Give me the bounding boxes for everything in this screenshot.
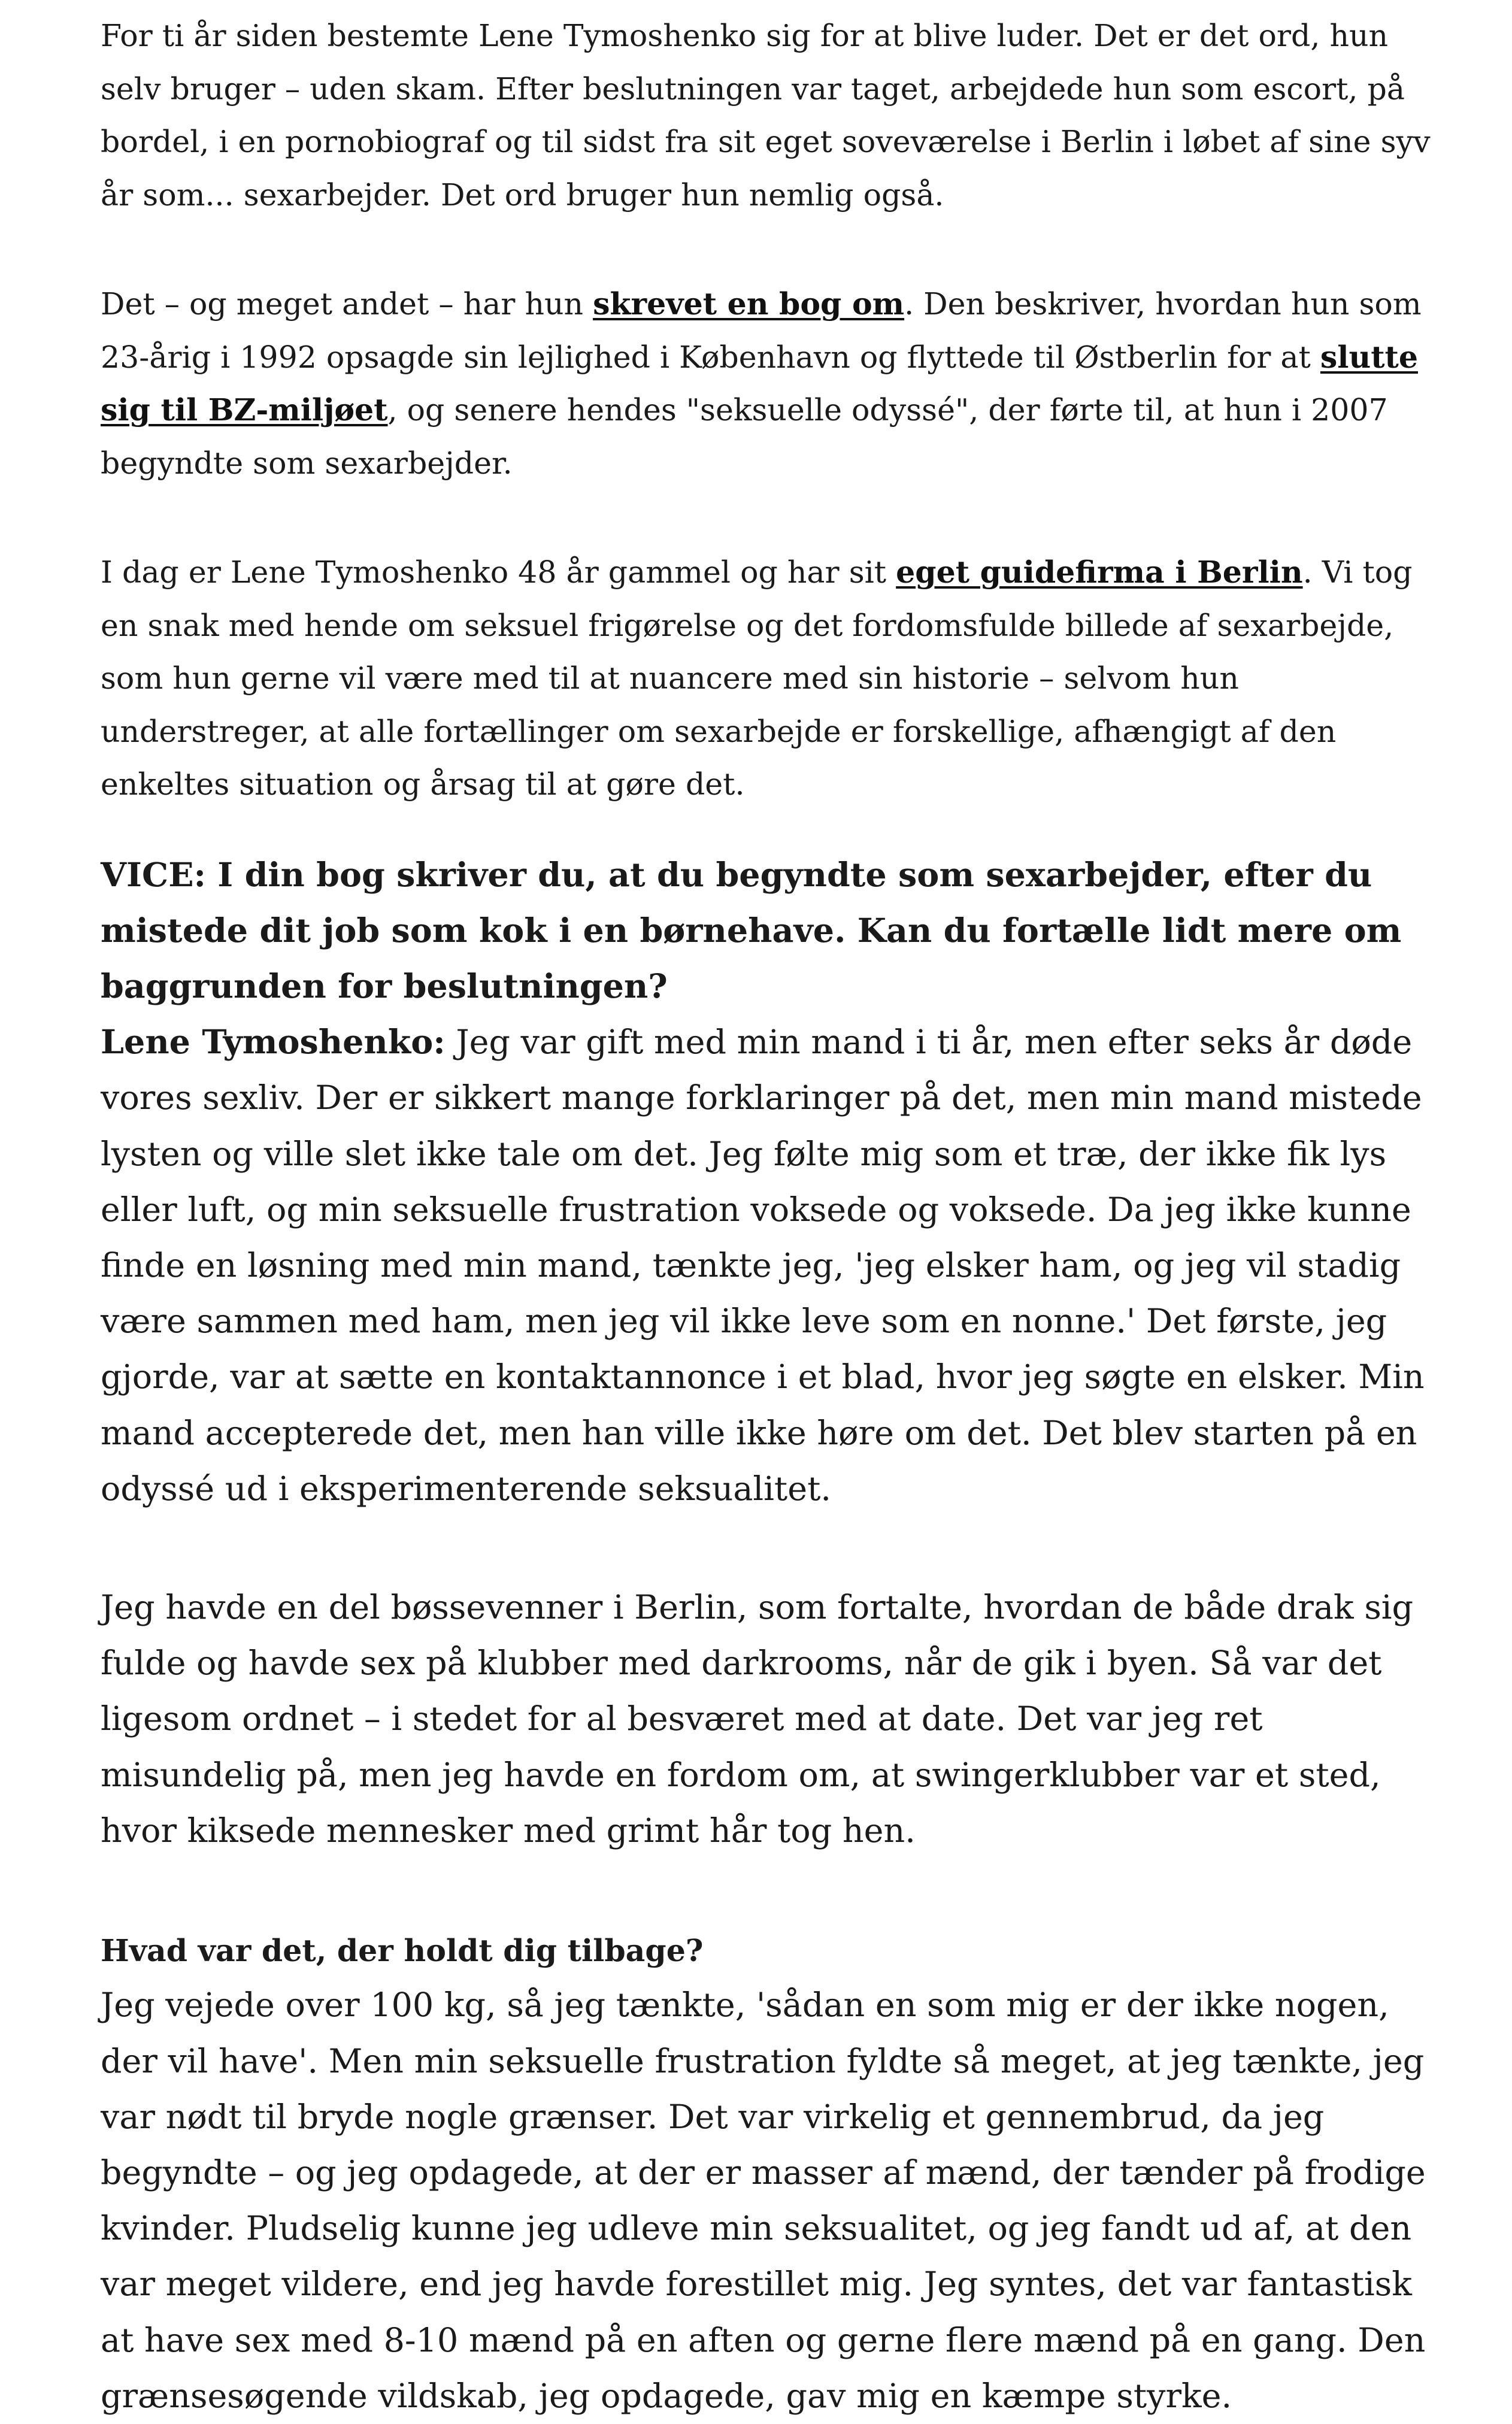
answer-paragraph: Jeg havde en del bøssevenner i Berlin, som fortalte, hvordan de både drak sig fulde og havde sex på klubber med darkrooms, når de gik i byen. Så var det ligesom ordnet – i stedet for al besværet med at date. Det var jeg ret misundelig på, men jeg havde en fordom om, at swingerklubber var et sted, hvor kiksede mennesker med grimt hår tog hen. [101,1587,1414,1850]
speaker-name: Lene Tymoshenko: [101,1023,446,1062]
intro-paragraph: For ti år siden bestemte Lene Tymoshenko sig for at blive luder. Det er det ord, hun selv bruger – uden skam. Efter beslutningen var taget, arbejdede hun som escort, på bordel, i en pornobiograf og til sidst fra sit eget soveværelse i Berlin i løbet af sine syv år som... sexarbejder. Det ord bruger hun nemlig også. [101,18,1431,213]
paragraph-text: I dag er Lene Tymoshenko 48 år gammel og har sit [101,555,896,590]
paragraph-guide-firm [101,546,1442,811]
answer-text: Jeg var gift med min mand i ti år, men efter seks år døde vores sexliv. Der er sikkert mange forklaringer på det, men min mand mistede lysten og ville slet ikke tale om det. Jeg følte mig som et træ, der ikke fik lys eller luft, og min seksuelle frustration voksede og voksede. Da jeg ikke kunne finde en løsning med min mand, tænkte jeg, 'jeg elsker ham, og jeg vil stadig være sammen med ham, men jeg vil ikke leve som en nonne.' Det første, jeg gjorde, var at sætte en kontaktannonce i et blad, hvor jeg søgte en elsker. Min mand accepterede det, men han ville ikke høre om det. Det blev starten på en odyssé ud i eksperimenterende seksualitet. [101,1023,1425,1508]
interview-question: Hvad var det, der holdt dig tilbage? [101,1932,704,1968]
book-link[interactable]: skrevet en bog om [593,286,905,322]
guide-firm-link[interactable]: eget guidefirma i Berlin [896,555,1303,590]
paragraph-text: . Vi tog en snak med hende om seksuel frigørelse og det fordomsfulde billede af sexarbejde, som hun gerne vil være med til at nuancere med sin historie – selvom hun understreger, at alle fortællinger om sexarbejde er forskellige, afhængigt af den enkeltes situation og årsag til at gøre det. [101,555,1413,802]
interview-answer: Jeg vejede over 100 kg, så jeg tænkte, 'sådan en som mig er der ikke nogen, der vil have'. Men min seksuelle frustration fyldte så meget, at jeg tænkte, jeg var nødt til bryde nogle grænser. Det var virkelig et gennembrud, da jeg begyndte – og jeg opdagede, at der er masser af mænd, der tænder på frodige kvinder. Pludselig kunne jeg udleve min seksualitet, og jeg fandt ud af, at den var meget vildere, end jeg havde forestillet mig. Jeg syntes, det var fantastisk at have sex med 8-10 mænd på en aften og gerne flere mænd på en gang. Den grænsesøgende vildskab, jeg opdagede, gav mig en kæmpe styrke. [101,1986,1426,2416]
paragraph-book [101,278,1442,490]
paragraph-text: Det – og meget andet – har hun [101,286,593,322]
bz-milieu-link[interactable]: slutte sig til BZ-miljøet [101,339,1418,428]
paragraph-text: , og senere hendes "seksuelle odyssé", der førte til, at hun i 2007 begyndte som sexarbejder. [101,392,1388,481]
article-body [101,10,1442,2424]
interview-question: VICE: I din bog skriver du, at du begyndte som sexarbejder, efter du mistede dit job som kok i en børnehave. Kan du fortælle lidt mere om baggrunden for beslutningen? [101,855,1402,1006]
paragraph-text: . Den beskriver, hvordan hun som 23-årig i 1992 opsagde sin lejlighed i København og flyttede til Østberlin for at [101,286,1422,375]
interview-answer [101,1014,1442,1517]
